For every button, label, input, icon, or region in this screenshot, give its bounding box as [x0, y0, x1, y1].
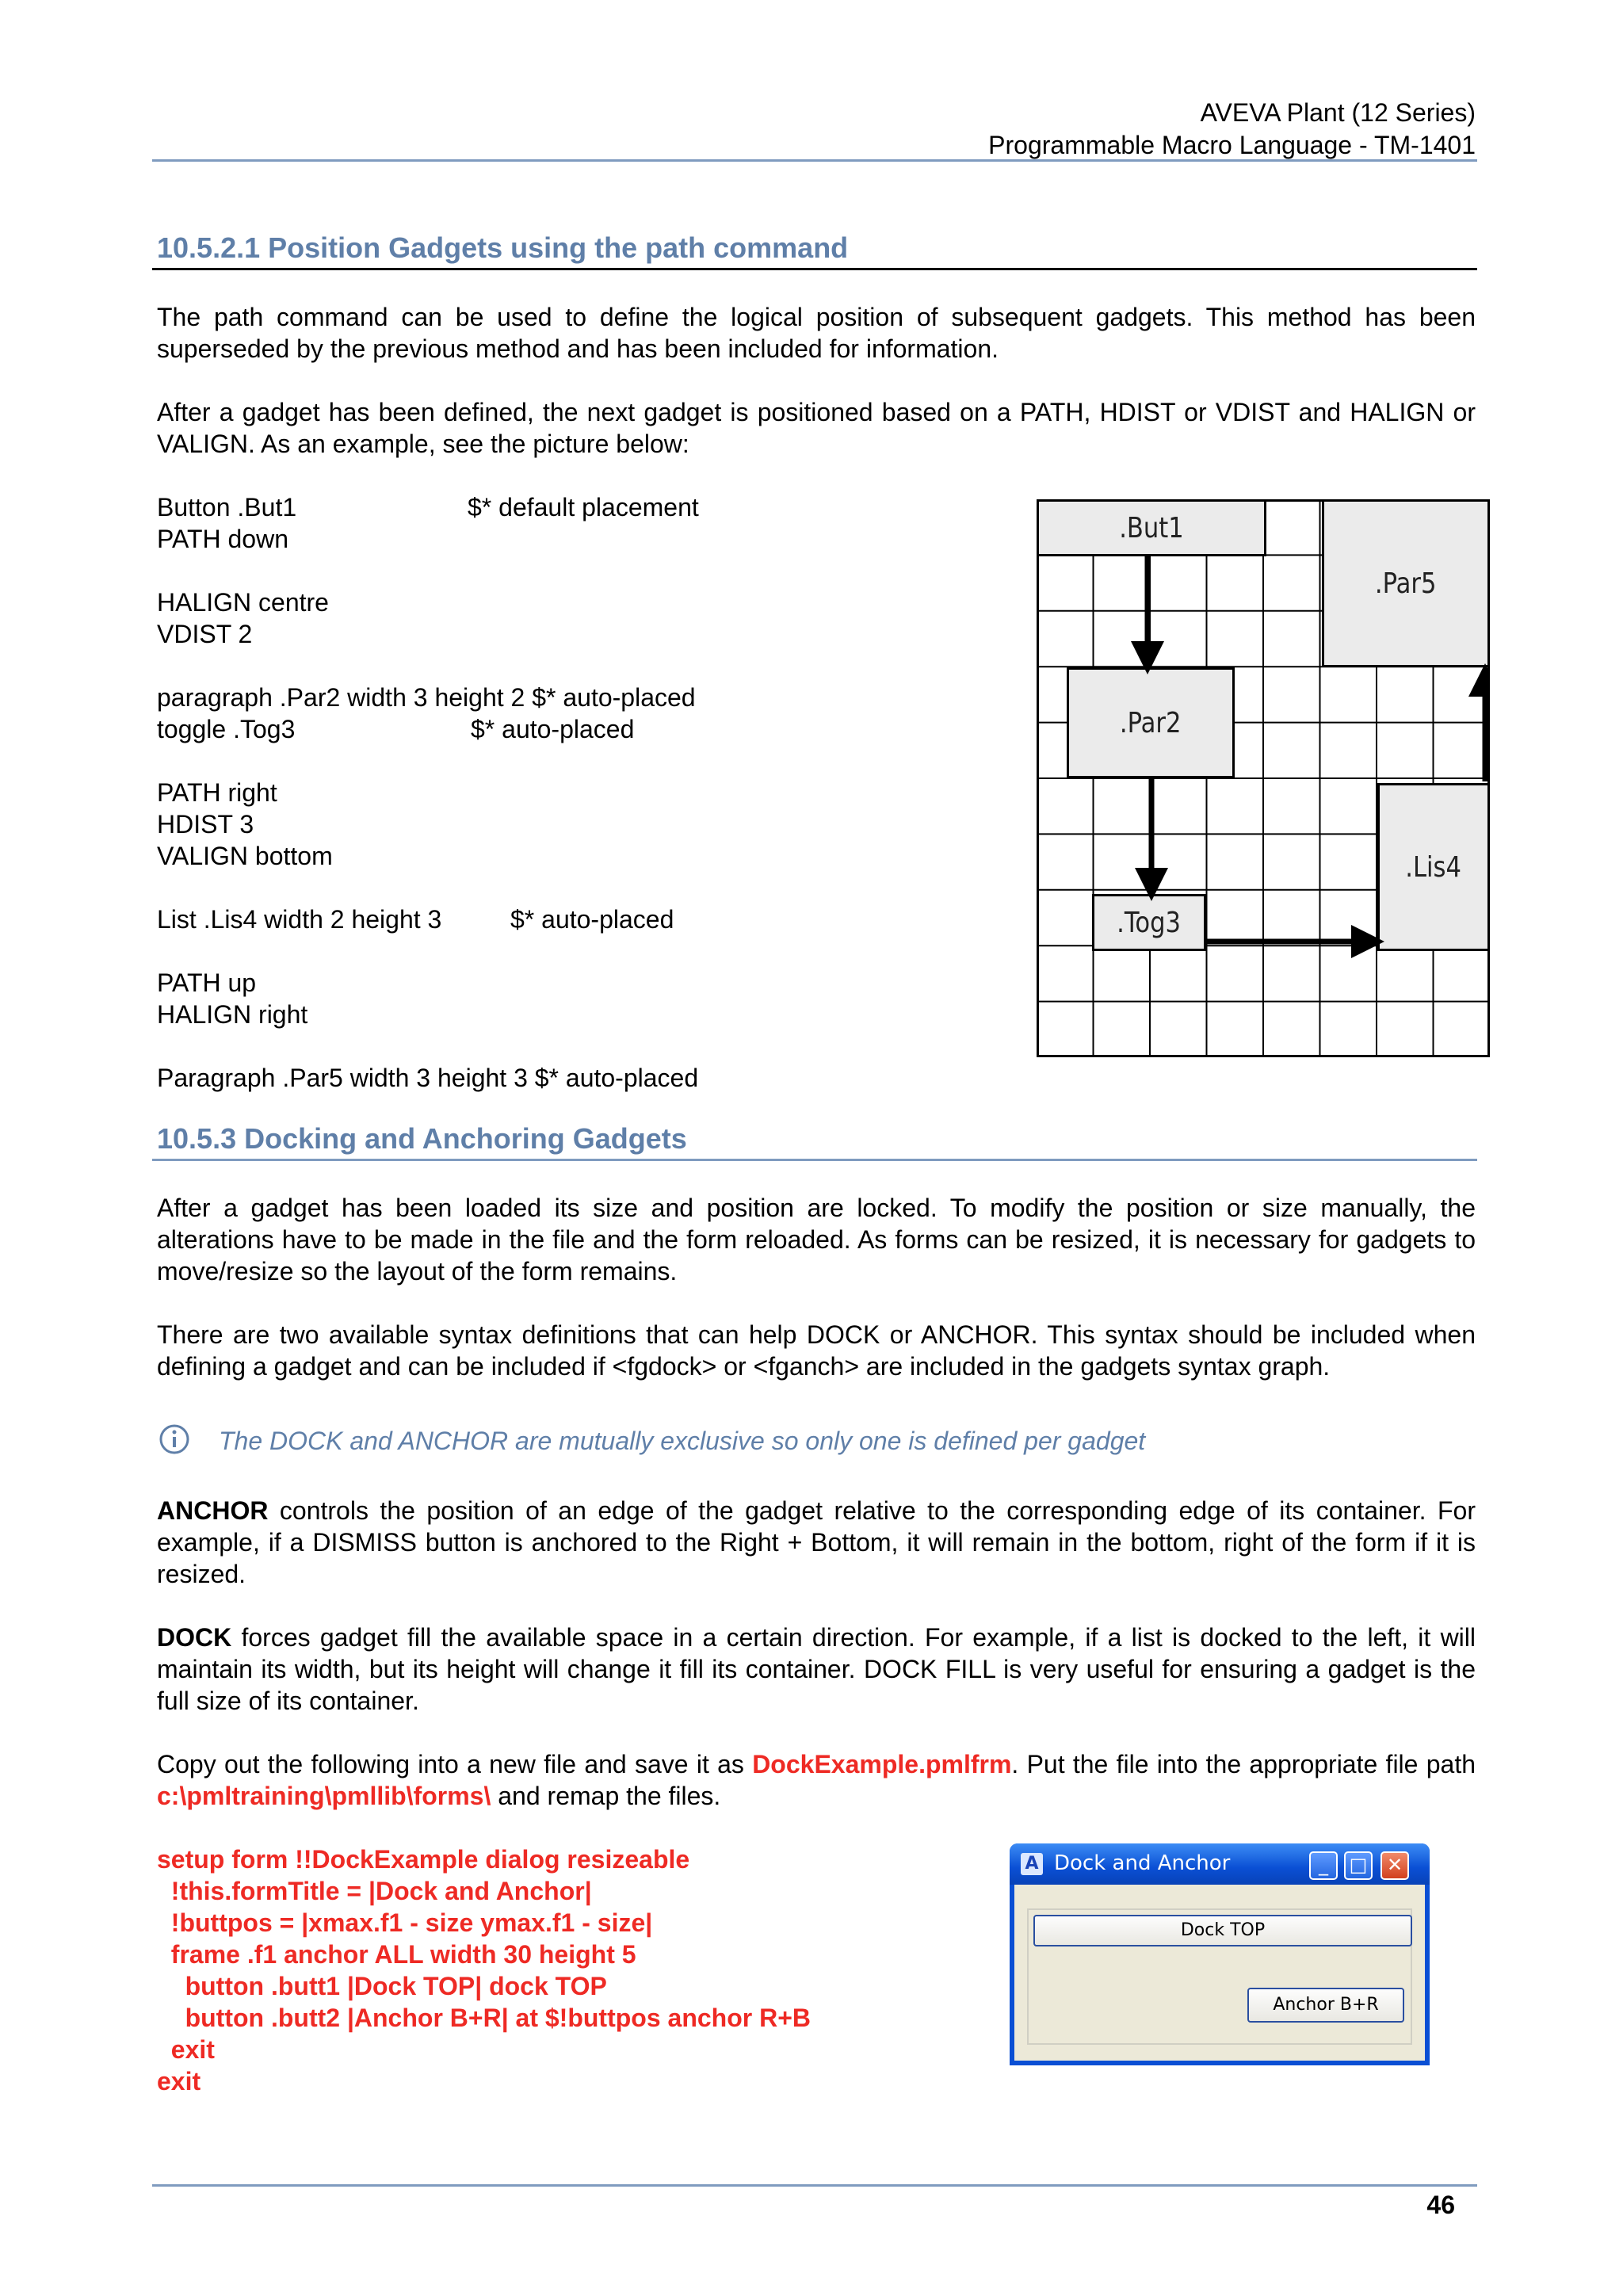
code-line: VDIST 2 — [157, 620, 253, 648]
header-product: AVEVA Plant (12 Series) — [1200, 98, 1476, 127]
info-icon — [158, 1423, 190, 1455]
maximize-icon[interactable]: □ — [1344, 1851, 1373, 1880]
gadget-par5: .Par5 — [1322, 499, 1490, 667]
code-comment: $* auto-placed — [510, 905, 674, 934]
code-line: HALIGN centre — [157, 588, 329, 617]
code-line: List .Lis4 width 2 height 3 — [157, 905, 442, 934]
code-line: button .butt2 |Anchor B+R| at $!buttpos anchor R+B — [157, 2004, 811, 2032]
anchor-br-button[interactable]: Anchor B+R — [1247, 1988, 1404, 2023]
code-line: Paragraph .Par5 width 3 height 3 $* auto-placed — [157, 1064, 699, 1092]
paragraph-anchor: ANCHOR controls the position of an edge of the gadget relative to the corresponding edge of its container. For example, if a DISMISS button is anchored to the Right + Bottom, it will remain in the bottom, right of the form if it is resized. — [157, 1496, 1476, 1588]
code-line: HDIST 3 — [157, 810, 254, 839]
app-icon: A — [1021, 1853, 1043, 1875]
code-line: paragraph .Par2 width 3 height 2 $* auto-placed — [157, 683, 696, 712]
footer-rule — [152, 2184, 1477, 2187]
window-title: Dock and Anchor — [1054, 1851, 1231, 1875]
gadget-par2: .Par2 — [1067, 667, 1235, 778]
close-icon[interactable]: ✕ — [1381, 1851, 1409, 1880]
code-line: !this.formTitle = |Dock and Anchor| — [157, 1877, 592, 1905]
paragraph: After a gadget has been defined, the next gadget is positioned based on a PATH, HDIST or VDIST and HALIGN or VALIGN. As an example, see the picture below: — [157, 398, 1476, 458]
dock-anchor-window — [1010, 1843, 1430, 2065]
gadget-tog3: .Tog3 — [1092, 894, 1206, 951]
code-line: toggle .Tog3 — [157, 715, 296, 743]
note-text: The DOCK and ANCHOR are mutually exclusive so only one is defined per gadget — [219, 1427, 1146, 1455]
section-rule — [152, 268, 1477, 270]
gadget-path-diagram — [1037, 499, 1490, 1057]
code-line: setup form !!DockExample dialog resizeable — [157, 1845, 690, 1874]
gadget-lis4: .Lis4 — [1377, 783, 1490, 951]
section-heading-path-command: 10.5.2.1 Position Gadgets using the path command — [157, 231, 849, 264]
code-line: Button .But1 — [157, 493, 297, 521]
page-number: 46 — [1426, 2191, 1455, 2219]
section-rule — [152, 1159, 1477, 1161]
header-course: Programmable Macro Language - TM-1401 — [988, 131, 1476, 159]
code-line: !buttpos = |xmax.f1 - size ymax.f1 - size| — [157, 1908, 653, 1937]
code-comment: $* auto-placed — [471, 715, 635, 743]
code-line: PATH right — [157, 778, 277, 807]
paragraph-copy: Copy out the following into a new file and save it as DockExample.pmlfrm. Put the file into the appropriate file path c:\pmltraining\pmllib\forms\ and remap the files. — [157, 1750, 1476, 1810]
code-line: PATH down — [157, 525, 288, 553]
code-line: exit — [157, 2067, 201, 2095]
code-line: VALIGN bottom — [157, 842, 333, 870]
code-line: HALIGN right — [157, 1000, 308, 1029]
code-line: button .butt1 |Dock TOP| dock TOP — [157, 1972, 607, 2000]
paragraph: After a gadget has been loaded its size and position are locked. To modify the position or size manually, the alterations have to be made in the file and the form reloaded. As forms can be resized, it is necessary for gadgets to move/resize so the layout of the form remains. — [157, 1194, 1476, 1286]
code-line: frame .f1 anchor ALL width 30 height 5 — [157, 1940, 636, 1969]
dock-top-button[interactable]: Dock TOP — [1033, 1915, 1412, 1946]
paragraph: The path command can be used to define the logical position of subsequent gadgets. This method has been superseded by the previous method and has been included for information. — [157, 303, 1476, 363]
paragraph-dock: DOCK forces gadget fill the available space in a certain direction. For example, if a list is docked to the left, it will maintain its width, but its height will change it fill its container. DOCK FILL is very useful for ensuring a gadget is the full size of its container. — [157, 1623, 1476, 1715]
paragraph: There are two available syntax definitions that can help DOCK or ANCHOR. This syntax should be included when defining a gadget and can be included if <fgdock> or <fganch> are included in the gadgets syntax graph. — [157, 1320, 1476, 1381]
code-line: exit — [157, 2035, 215, 2064]
path-arrows — [1037, 499, 1490, 1057]
code-comment: $* default placement — [468, 493, 699, 521]
section-heading-docking: 10.5.3 Docking and Anchoring Gadgets — [157, 1122, 687, 1155]
header-rule — [152, 159, 1477, 162]
code-line: PATH up — [157, 968, 257, 997]
minimize-icon[interactable]: _ — [1309, 1851, 1338, 1880]
gadget-but1: .But1 — [1037, 499, 1266, 556]
window-titlebar — [1010, 1843, 1430, 1885]
window-client — [1014, 1885, 1425, 2061]
